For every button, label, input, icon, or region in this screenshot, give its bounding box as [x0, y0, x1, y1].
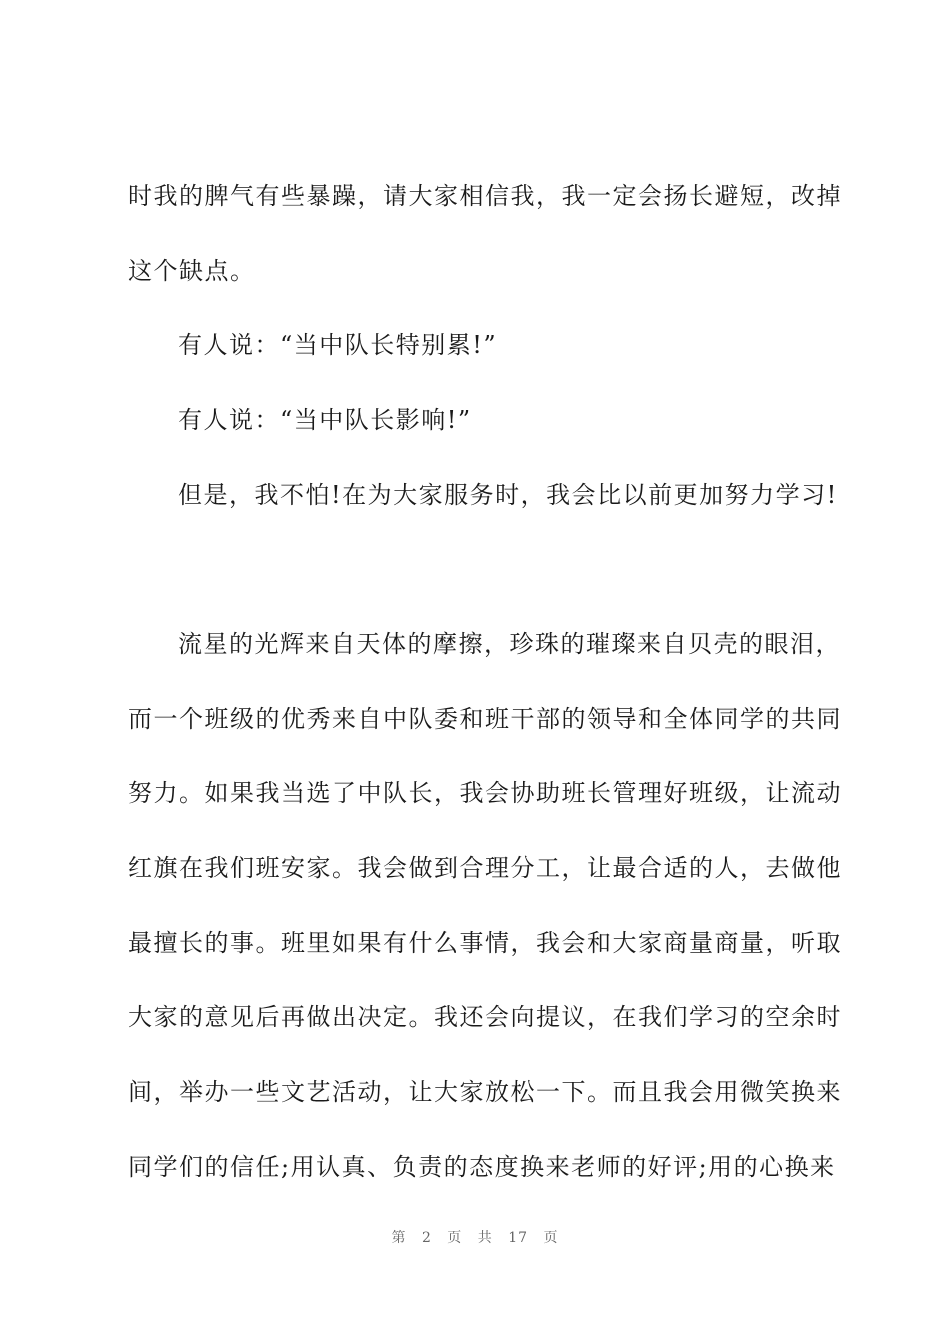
- paragraph-5-line-8: 同学们的信任;用认真、负责的态度换来老师的好评;用的心换来: [128, 1153, 836, 1181]
- paragraph-5-line-3: 努力。如果我当选了中队长，我会协助班长管理好班级，让流动: [128, 779, 842, 807]
- paragraph-5-line-7: 间，举办一些文艺活动，让大家放松一下。而且我会用微笑换来: [128, 1078, 842, 1106]
- page-number-footer: 第 2 页 共 17 页: [391, 1230, 559, 1246]
- paragraph-4-line-1: 但是，我不怕!在为大家服务时，我会比以前更加努力学习!: [178, 481, 838, 509]
- paragraph-2-line-1: 有人说：“当中队长特别累!”: [178, 331, 498, 359]
- paragraph-1-line-1: 时我的脾气有些暴躁，请大家相信我，我一定会扬长避短，改掉: [128, 182, 842, 210]
- paragraph-5-line-5: 最擅长的事。班里如果有什么事情，我会和大家商量商量，听取: [128, 929, 842, 957]
- paragraph-1-line-2: 这个缺点。: [128, 257, 256, 285]
- paragraph-5-line-6: 大家的意见后再做出决定。我还会向提议，在我们学习的空余时: [128, 1003, 842, 1031]
- paragraph-5-line-1: 流星的光辉来自天体的摩擦，珍珠的璀璨来自贝壳的眼泪，: [178, 630, 841, 658]
- paragraph-3-line-1: 有人说：“当中队长影响!”: [178, 406, 472, 434]
- paragraph-5-line-4: 红旗在我们班安家。我会做到合理分工，让最合适的人，去做他: [128, 854, 842, 882]
- paragraph-5-line-2: 而一个班级的优秀来自中队委和班干部的领导和全体同学的共同: [128, 705, 842, 733]
